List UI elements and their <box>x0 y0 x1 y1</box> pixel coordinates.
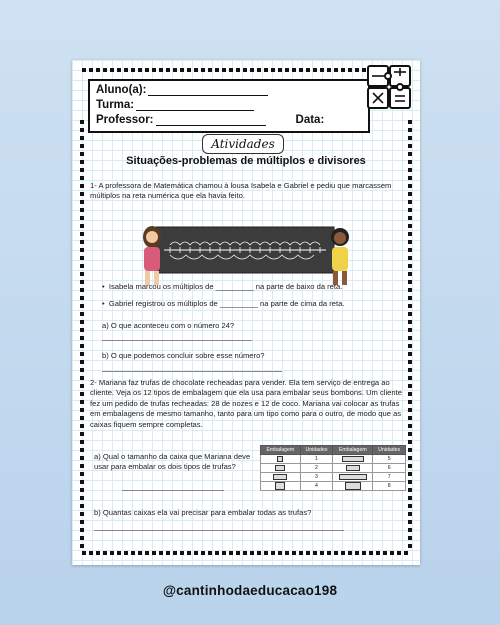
left-dashed-border <box>80 120 84 549</box>
box-icon <box>275 465 285 471</box>
q1-bullet-2-text: Gabriel registrou os múltiplos de _________ na parte de cima da reta. <box>108 299 345 308</box>
instagram-handle: @cantinhodaeducacao198 <box>162 583 338 598</box>
table-row <box>261 455 406 464</box>
units-cell: 1 <box>300 455 333 464</box>
table-row <box>261 473 406 482</box>
q1-answer-b-line[interactable] <box>102 371 282 372</box>
units-cell: 5 <box>373 455 406 464</box>
turma-row <box>96 99 254 111</box>
box-icon <box>339 474 367 480</box>
professor-field[interactable] <box>156 115 266 126</box>
puzzle-icon <box>360 60 420 120</box>
q2-answer-a-line[interactable] <box>122 490 224 491</box>
units-cell: 3 <box>300 473 333 482</box>
aluno-field[interactable] <box>148 85 268 96</box>
professor-label: Professor: <box>96 114 154 126</box>
worksheet-subtitle: Situações-problemas de múltiplos e divisores <box>126 155 366 167</box>
box-icon <box>273 474 287 480</box>
packaging-table <box>260 445 406 491</box>
q1-question-b: b) O que podemos concluir sobre esse número? <box>102 351 265 360</box>
col-unidades-1: Unidades <box>300 446 333 455</box>
aluno-label: Aluno(a): <box>96 84 147 96</box>
q1-answer-a-line[interactable] <box>102 340 252 341</box>
units-cell: 8 <box>373 482 406 491</box>
box-icon <box>277 456 283 462</box>
turma-label: Turma: <box>96 99 135 111</box>
units-cell: 4 <box>300 482 333 491</box>
q2-answer-b-line[interactable] <box>94 530 344 531</box>
q2-question-a: a) Qual o tamanho da caixa que Mariana deve usar para embalar os dois tipos de trufas? <box>94 452 251 472</box>
classroom-illustration <box>136 217 354 287</box>
activities-title: Atividades <box>202 134 284 154</box>
units-cell: 6 <box>373 464 406 473</box>
col-embalagem-2: Embalagem <box>333 446 373 455</box>
col-unidades-2: Unidades <box>373 446 406 455</box>
units-cell: 7 <box>373 473 406 482</box>
worksheet <box>72 60 420 565</box>
box-icon <box>275 482 285 490</box>
box-icon <box>342 456 364 462</box>
box-icon <box>345 482 361 490</box>
box-icon <box>346 465 360 471</box>
q2-question-b: b) Quantas caixas ela vai precisar para embalar todas as trufas? <box>94 508 312 517</box>
q1-intro: 1- A professora de Matemática chamou à lousa Isabela e Gabriel e pediu que marcassem múltiplos na reta numérica que ela havia feito. <box>90 181 392 201</box>
right-dashed-border <box>408 120 412 549</box>
q1-bullet-2: • Gabriel registrou os múltiplos de _________ na parte de cima da reta. <box>102 299 345 308</box>
student-header-box <box>88 79 370 133</box>
turma-field[interactable] <box>136 100 254 111</box>
professor-row <box>96 114 324 126</box>
table-row <box>261 464 406 473</box>
aluno-row <box>96 84 268 96</box>
bottom-dashed-border <box>82 551 410 555</box>
q1-question-a: a) O que aconteceu com o número 24? <box>102 321 235 330</box>
q2-intro: 2- Mariana faz trufas de chocolate recheadas para vender. Ela tem serviço de entrega ao cliente. Veja os 12 tipos de embalagem que ela usa para embalar seus bombons. Um cliente fez um pedido de trufas recheadas: 28 de nozes e 12 de coco. Mariana vai colocar as trufas em embalagens de mesmo tamanho, tanto para um tipo como para o outro, de modo que as caixas fiquem sempre completas. <box>90 378 402 429</box>
q1-bullet-1-text: Isabela marcou os múltiplos de _________ na parte de baixo da reta. <box>108 282 343 291</box>
data-label: Data: <box>295 114 325 126</box>
table-row <box>261 482 406 491</box>
q1-bullet-1: • Isabela marcou os múltiplos de _________ na parte de baixo da reta. <box>102 282 343 291</box>
units-cell: 2 <box>300 464 333 473</box>
col-embalagem-1: Embalagem <box>261 446 301 455</box>
